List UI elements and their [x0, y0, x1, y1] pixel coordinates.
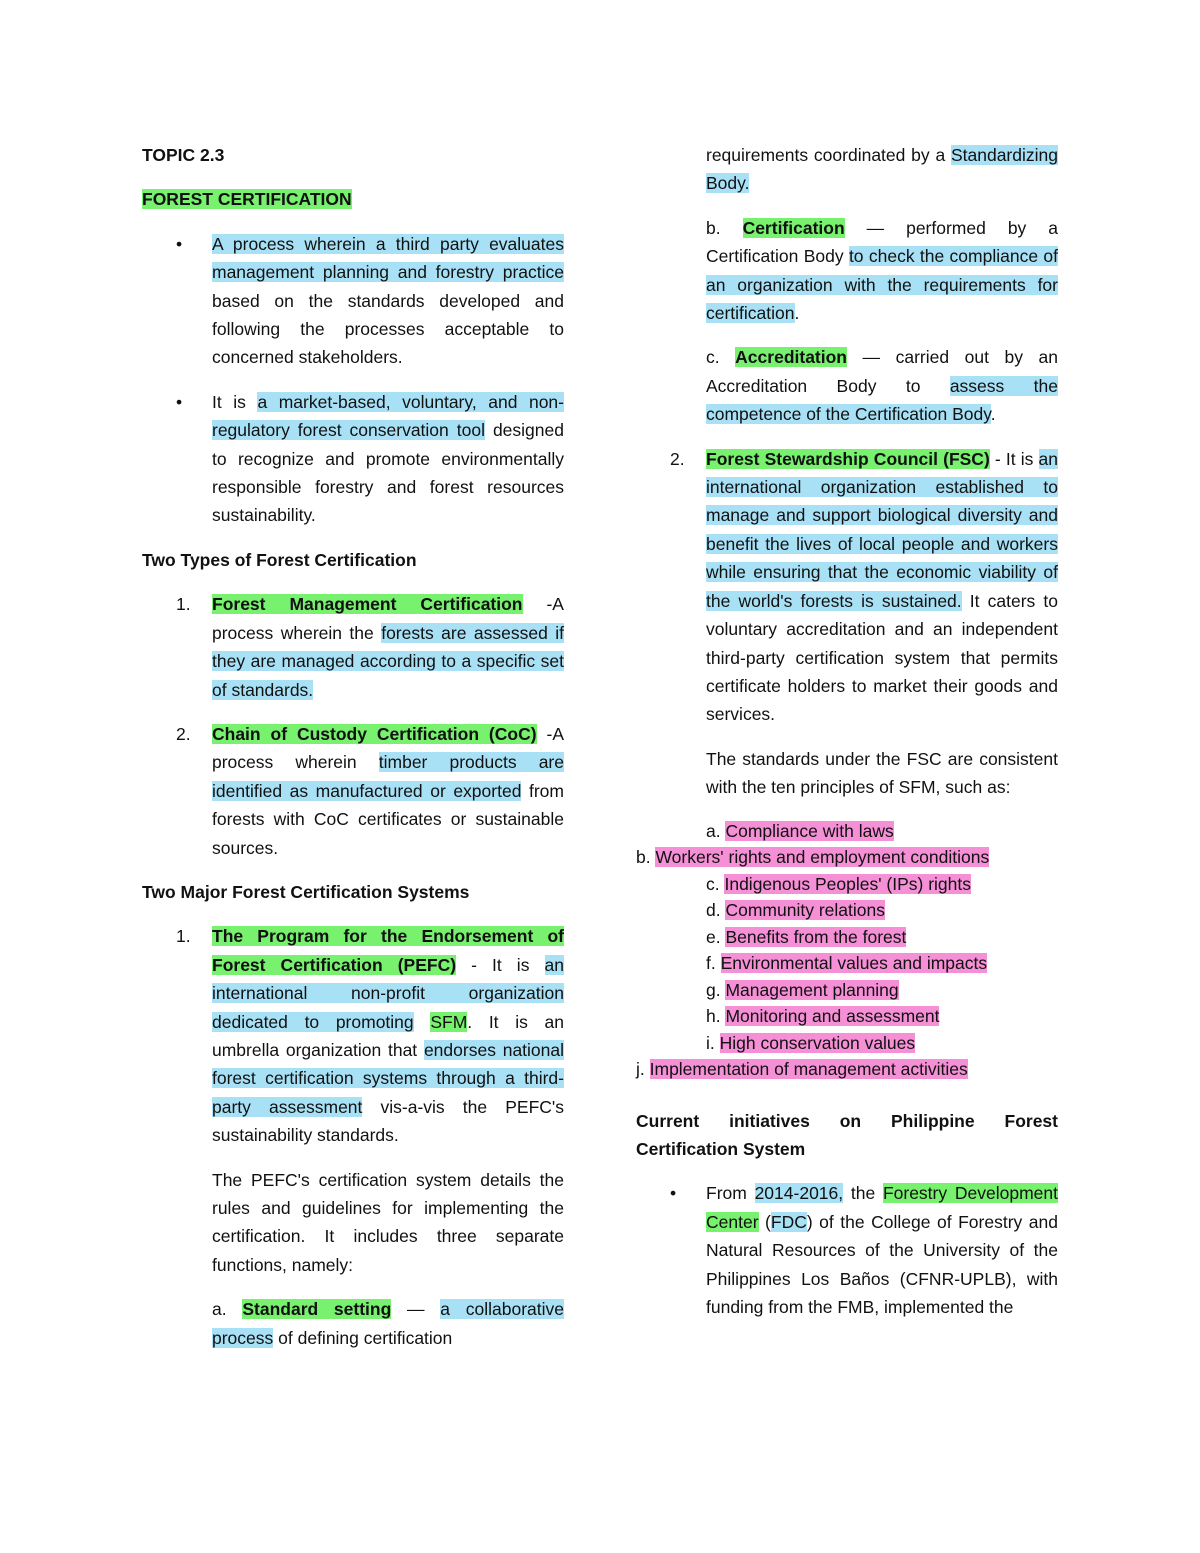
- topic-label: TOPIC 2.3: [142, 145, 225, 165]
- principle-text: Environmental values and impacts: [720, 953, 988, 974]
- systems-heading: Two Major Forest Certification Systems: [142, 881, 470, 902]
- bullet-icon: •: [670, 1183, 677, 1204]
- term-name: Forestry Development Center: [706, 1183, 1058, 1232]
- highlight-text: 2014-2016,: [754, 1183, 844, 1204]
- term-name: Chain of Custody Certification (CoC): [212, 723, 537, 744]
- term-name: The Program for the Endorsement of Forest Certification (PEFC): [212, 926, 564, 975]
- term-name: Forest Stewardship Council (FSC): [706, 448, 990, 469]
- paragraph: requirements coordinated by a Standardizing Body.: [706, 145, 1058, 194]
- list-item: 1. Forest Management Certification -A process wherein the forests are assessed if they are managed according to a specific set of standards.: [176, 594, 564, 700]
- highlight-text: Standardizing Body.: [706, 145, 1058, 194]
- term-name: Certification: [742, 217, 845, 238]
- principle-item: a. Compliance with laws: [706, 820, 894, 841]
- paragraph: The standards under the FSC are consistent with the ten principles of SFM, such as:: [706, 748, 1058, 798]
- list-item: 1. The Program for the Endorsement of Forest Certification (PEFC) - It is an international non-profit organization dedicated to promoting SFM. It is an umbrella organization that endorses national forest certification systems through a third-party assessment vis-a-vis the PEFC's sustainability standards.: [176, 926, 565, 1146]
- right-column: [636, 141, 1058, 1337]
- principle-text: High conservation values: [719, 1032, 916, 1053]
- highlight-text: A process wherein a third party evaluates management planning and forestry practice: [212, 233, 564, 283]
- principle-item: h. Monitoring and assessment: [706, 1006, 940, 1027]
- principle-text: Indigenous Peoples' (IPs) rights: [724, 873, 972, 894]
- principle-item: d. Community relations: [706, 900, 885, 921]
- term-name: Accreditation: [735, 347, 847, 368]
- function-item: b. Certification — performed by a Certification Body to check the compliance of an organization with the requirements for certification.: [706, 217, 1058, 324]
- principle-item: j. Implementation of management activities: [636, 1059, 968, 1080]
- highlight-text: an international non-profit organization dedicated to promoting: [212, 954, 564, 1032]
- list-item: 2. Forest Stewardship Council (FSC) - It is an international organization established to manage and support biological diversity and benefit the lives of local people and workers while ensuring that the economic viability of the world's forests is sustained. It caters to voluntary accreditation and an independent third-party certification system that permits certificate holders to market their goods and services.: [670, 448, 1058, 725]
- principle-text: Monitoring and assessment: [725, 1006, 940, 1027]
- principle-item: c. Indigenous Peoples' (IPs) rights: [706, 873, 972, 894]
- highlight-text: endorses national forest certification systems through a third-party assessment: [212, 1039, 565, 1117]
- highlight-text: timber products are identified as manufactured or exported: [212, 752, 564, 801]
- principle-item: f. Environmental values and impacts: [706, 953, 988, 974]
- highlight-text: forests are assessed if they are managed according to a specific set of standards.: [212, 622, 564, 700]
- principle-text: Community relations: [725, 900, 885, 921]
- section-title: FOREST CERTIFICATION: [142, 189, 352, 210]
- types-heading: Two Types of Forest Certification: [142, 549, 417, 570]
- principle-item: b. Workers' rights and employment conditions: [636, 847, 990, 868]
- list-item: • From 2014-2016, the Forestry Development Center (FDC) of the College of Forestry and Natural Resources of the University of the Philippines Los Baños (CFNR-UPLB), with funding from the FMB, implemented the: [636, 1179, 1058, 1321]
- principle-text: Compliance with laws: [725, 820, 894, 841]
- highlight-text: assess the competence of the Certification Body: [706, 375, 1059, 425]
- principle-item: g. Management planning: [706, 979, 899, 1000]
- principle-text: Implementation of management activities: [649, 1059, 968, 1080]
- term-name: Forest Management Certification: [212, 594, 523, 615]
- term-name: SFM: [430, 1011, 468, 1032]
- highlight-text: a collaborative process: [212, 1299, 564, 1348]
- principle-item: i. High conservation values: [706, 1032, 916, 1053]
- principle-item: e. Benefits from the forest: [706, 926, 907, 947]
- bullet-icon: •: [176, 391, 183, 412]
- highlight-text: a market-based, voluntary, and non-regulatory forest conservation tool: [212, 391, 564, 441]
- initiatives-heading: Current initiatives on Philippine Forest Certification System: [636, 1110, 1058, 1159]
- paragraph: The PEFC's certification system details the rules and guidelines for implementing the certification. It includes three separate functions, namely:: [212, 1169, 564, 1275]
- highlight-text: an international organization established to manage and support biological diversity and benefit the lives of local people and workers while ensuring that the economic viability of the world's forests is sustained.: [706, 448, 1058, 611]
- highlight-text: FDC: [770, 1211, 807, 1232]
- list-item: • A process wherein a third party evaluates management planning and forestry practice based on the standards developed and following the processes acceptable to concerned stakeholders.: [142, 230, 564, 372]
- bullet-icon: •: [176, 233, 183, 254]
- function-item: a. Standard setting — a collaborative process of defining certification: [212, 1299, 564, 1348]
- principle-text: Management planning: [725, 979, 899, 1000]
- principle-text: Workers' rights and employment conditions: [655, 847, 990, 868]
- term-name: Standard setting: [242, 1299, 392, 1320]
- list-item: 2. Chain of Custody Certification (CoC) -A process wherein timber products are identified as manufactured or exported from forests with CoC certificates or sustainable sources.: [176, 723, 564, 858]
- principles-list: [636, 818, 1058, 1083]
- function-item: c. Accreditation — carried out by an Accreditation Body to assess the competence of the Certification Body.: [706, 347, 1059, 425]
- principle-text: Benefits from the forest: [725, 926, 907, 947]
- list-item: • It is a market-based, voluntary, and non-regulatory forest conservation tool designed to recognize and promote environmentally responsible forestry and forest resources sustainability.: [142, 388, 564, 530]
- left-column: [142, 141, 564, 1368]
- highlight-text: to check the compliance of an organization with the requirements for certification: [706, 246, 1058, 324]
